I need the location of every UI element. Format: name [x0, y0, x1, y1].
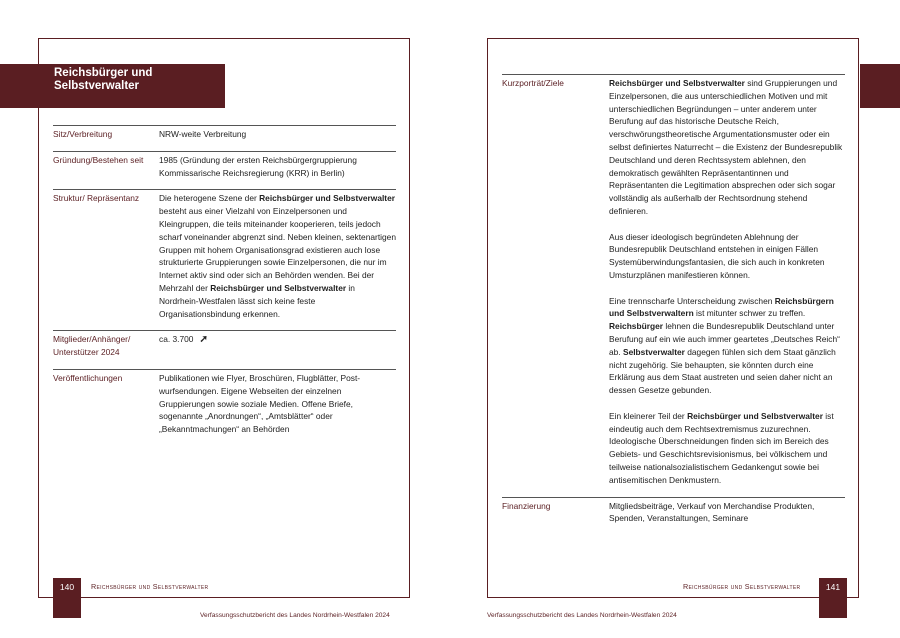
row-label: Struktur/ Repräsentanz [53, 193, 140, 204]
text-bold: Reichsbürger und Selbstverwalter [687, 410, 823, 421]
row-label: Veröffentlichungen [53, 372, 123, 383]
running-head-left: Reichsbürger und Selbstverwalter [91, 582, 209, 591]
row-value [159, 333, 396, 359]
text-part: dagegen fühlen sich dem Staat gänzlich nicht zugehörig. Sie behaupten, sie könnten durch eine Erklärung aus dem Staat austreten und seien daher nicht an dessen Gesetze gebunden. [609, 346, 836, 396]
text-bold: Reichsbürger und Selbstverwalter [259, 193, 396, 204]
row-value: Mitgliedsbeiträge, Verkauf von Merchandise Produkten, Spenden, Veranstaltungen, Seminare [609, 500, 815, 524]
text-bold: Reichsbürgern und Selbstverwaltern [609, 295, 834, 319]
text-part: Die heterogene Szene der [159, 193, 260, 204]
running-head-right: Reichsbürger und Selbstverwalter [683, 582, 801, 591]
text-part: sind Gruppierungen und Einzelpersonen, die aus unterschiedlichen Motiven und mit unterschiedlichen Begründungen – unter anderem unter Berufung auf das historische Deutsche Reich, verschwörungstheoretische Argumentationsmuster oder ein selbst definiertes Naturrecht – die Existenz der Bundesrepublik Deutschland und deren Rechtssystem ablehnen, den demokratisch gewählten Repräsentantinnen und Repräsentanten die Legitimation absprechen oder sich sogar vollständig als außerhalb der Rechtsordnung stehend definieren. [609, 78, 843, 216]
paragraph [609, 295, 845, 397]
chapter-tab [860, 64, 900, 108]
section-title [0, 64, 225, 108]
text-part: ist mitunter schwer zu treffen. [693, 308, 806, 319]
row-label: Kurzporträt/Ziele [502, 78, 564, 88]
text-part: lehnen die Bundesrepublik Deutschland unter Berufung auf ein wie auch immer geartetes „Deutsches Reich“ ab. [609, 321, 840, 357]
row-value: NRW-weite Verbreitung [159, 129, 247, 139]
section-title-line1: Reichsbürger und [54, 67, 153, 79]
text-part: Ein kleinerer Teil der [609, 410, 688, 421]
row-value: 1985 (Gründung der ersten Reichsbürgergruppierung Kommissarische Reichsregierung (KRR) in Berlin) [159, 154, 357, 178]
table-row [502, 497, 845, 536]
footer-right: Verfassungsschutzbericht des Landes Nordrhein-Westfalen 2024 [487, 612, 677, 619]
text-bold: Reichsbürger [609, 321, 663, 332]
row-label [53, 333, 159, 359]
paragraph [609, 231, 845, 282]
row-label: Sitz/Verbreitung [53, 129, 113, 139]
text-bold: Reichsbürger und Selbstverwalter [609, 78, 745, 88]
arrow-up-right-icon: ➚ [199, 334, 208, 346]
text-part: Eine trennscharfe Unterscheidung zwischen [609, 295, 775, 306]
page-number-left: 140 [53, 578, 81, 618]
text-part: in Nordrhein-Westfalen lässt sich keine feste Organisationsbindung erkennen. [159, 282, 355, 319]
paragraph [609, 410, 845, 487]
table-row [53, 330, 396, 369]
text-part: Aus dieser ideologisch begründeten Ablehnung der Bundesrepublik Deutschland entstehen in einigen Fällen Systemüberwindungsfantasien, die sich auch in konkreten Umsturzplänen manifestieren können. [609, 231, 825, 280]
text-part: besteht aus einer Vielzahl von Einzelpersonen und Kleingruppen, die teils miteinander kooperieren, teils jedoch scharf voneinander abgrenzt sind. Neben kleinen, sektenartigen Gruppen mit hohem Organisationsgrad existieren auch lose strukturierte Gruppierungen sowie Einzelpersonen, die nur im Internet aktiv sind oder sich an Behörden wenden. Bei der Mehrzahl der [159, 206, 396, 293]
footer-left: Verfassungsschutzbericht des Landes Nordrhein-Westfalen 2024 [200, 612, 390, 619]
row-value: Publikationen wie Flyer, Broschüren, Flugblätter, Post-wurfsendungen. Eigene Webseiten der einzelnen Gruppierungen sowie soziale Medien. Offene Briefe, sogenannte „Anordnungen“, „Amtsblätter“ oder „Bekanntmachungen“ an Behörden [159, 372, 361, 435]
row-label: Gründung/Bestehen seit [53, 154, 144, 165]
text-part: ist eindeutig auch dem Rechtsextremismus zuzurechnen. Ideologische Überschneidungen finden sich im Bereich des Gebiets- und Geschichtsrevisionismus, bei völkischem und teilweise nationalsozialistischem Gedankengut sowie bei antisemitischen Denkmustern. [609, 410, 834, 485]
table-row [53, 189, 396, 330]
member-count: ca. 3.700 [159, 334, 194, 345]
table-row [53, 151, 396, 190]
paragraph [609, 77, 845, 218]
text-bold: Selbstverwalter [622, 346, 685, 357]
row-label-line: Unterstützer 2024 [53, 347, 120, 358]
profile-table-left [53, 125, 396, 446]
page-number-right: 141 [819, 578, 847, 618]
table-row [53, 369, 396, 446]
profile-table-right [502, 74, 845, 535]
row-label-line: Mitglieder/Anhänger/ [53, 334, 131, 345]
row-value [609, 77, 845, 487]
row-value [159, 192, 396, 320]
row-label: Finanzierung [502, 500, 551, 511]
table-row [53, 125, 396, 151]
section-title-line2: Selbstverwalter [54, 80, 140, 92]
table-row [502, 74, 845, 497]
text-bold: Reichsbürger und Selbstverwalter [210, 282, 347, 293]
